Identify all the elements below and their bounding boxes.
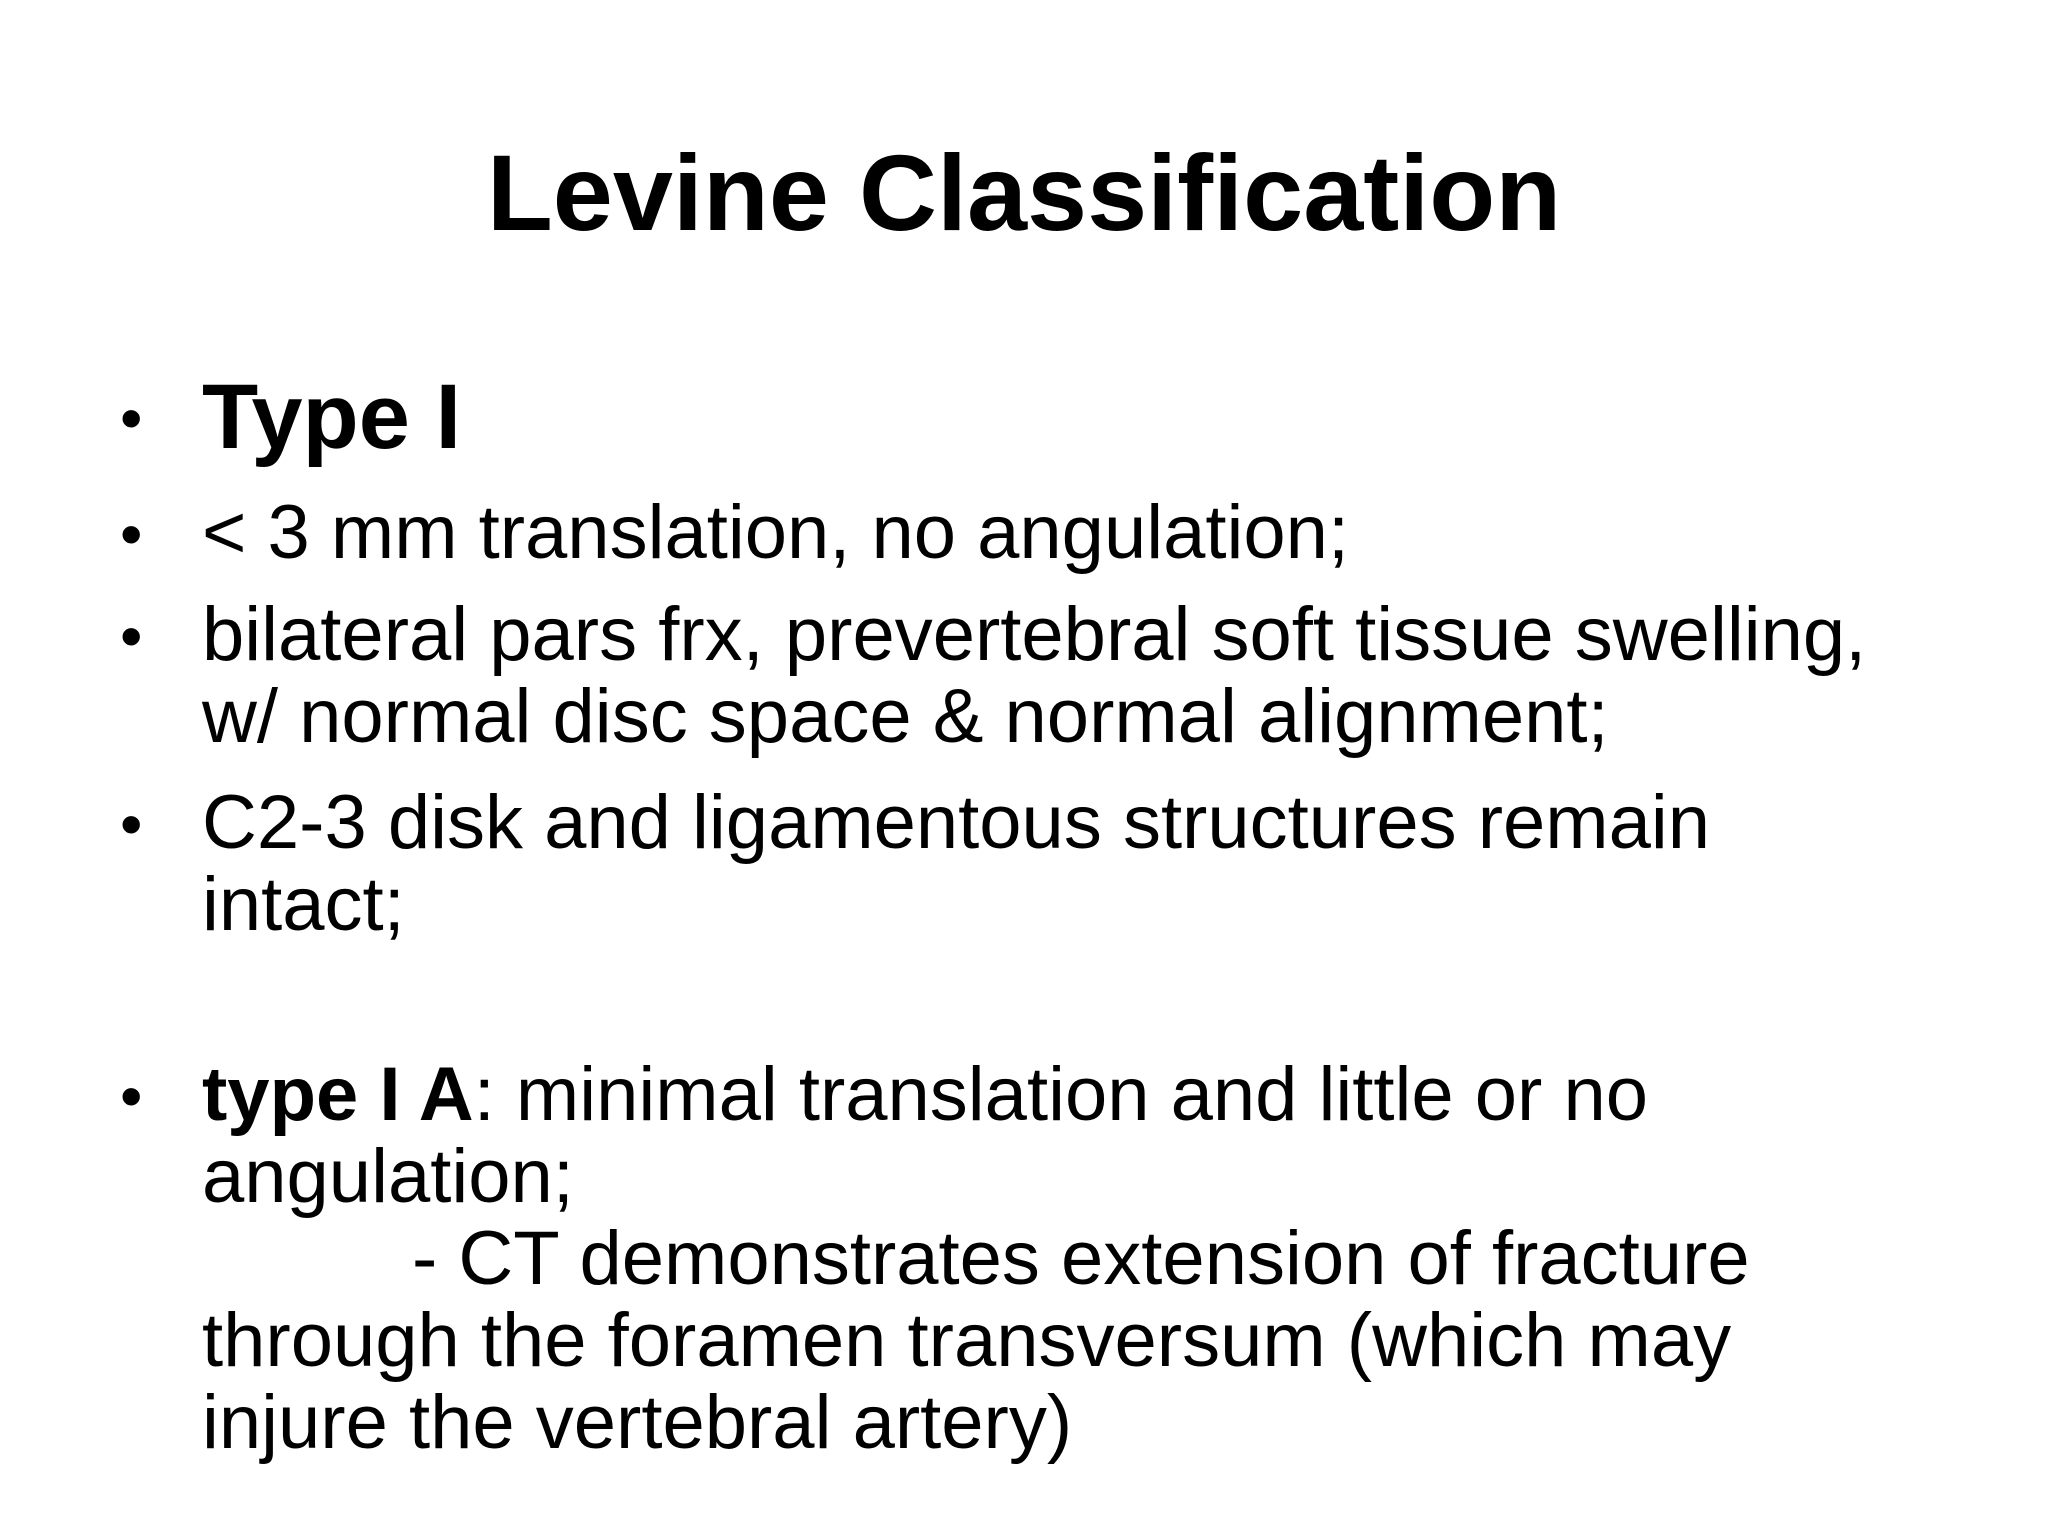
type-label: type I A <box>202 1052 474 1137</box>
bullet-icon: • <box>120 1060 143 1132</box>
type-description: : minimal translation and little or no <box>473 1052 1649 1137</box>
slide-title: Levine Classification <box>486 132 1562 253</box>
bullet-text-line: bilateral pars frx, prevertebral soft tissue swelling, <box>202 592 1867 677</box>
bullet-text: < 3 mm translation, no angulation; <box>202 490 1350 575</box>
bullet-text-line: w/ normal disc space & normal alignment; <box>202 674 1609 759</box>
bullet-text-line: injure the vertebral artery) <box>202 1380 1073 1465</box>
bullet-text <box>202 594 1962 758</box>
bullet-text-line: intact; <box>202 862 405 947</box>
bullet-text-line: - CT demonstrates extension of fracture <box>412 1216 1750 1301</box>
bullet-text-line: through the foramen transversum (which may <box>202 1298 1732 1383</box>
bullet-icon: • <box>120 788 143 860</box>
bullet-icon: • <box>120 600 143 672</box>
bullet-text-line: angulation; <box>202 1134 574 1219</box>
bullet-text-line: C2-3 disk and ligamentous structures remain <box>202 780 1711 865</box>
bullet-icon: • <box>120 382 143 454</box>
bullet-text <box>202 782 1962 946</box>
bullet-text <box>202 1054 1962 1464</box>
bullet-icon: • <box>120 498 143 570</box>
bullet-text-line <box>202 1054 1962 1136</box>
bullet-text: Type I <box>202 366 462 468</box>
